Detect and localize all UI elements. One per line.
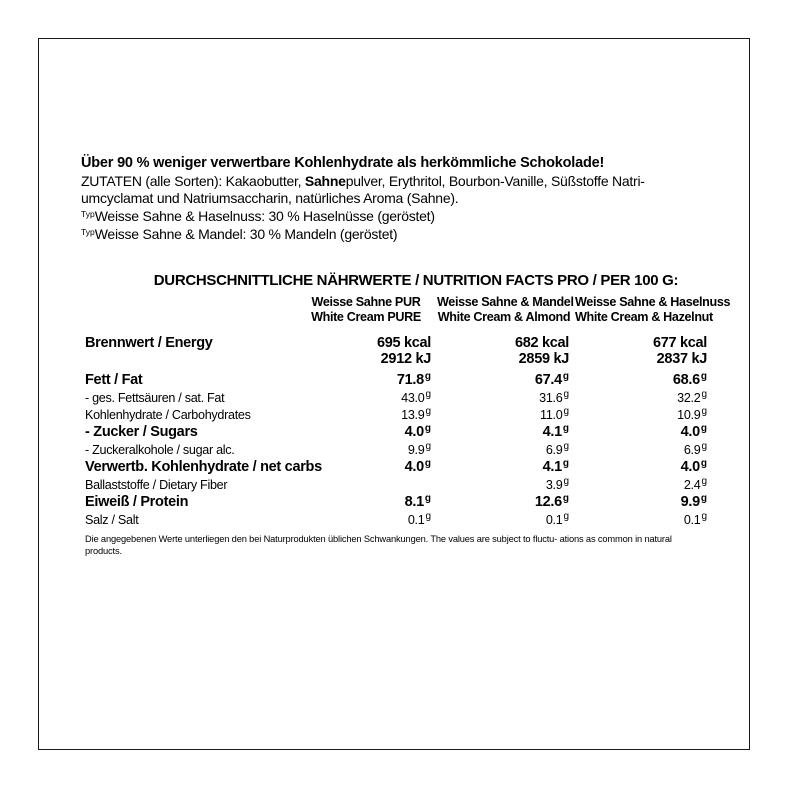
nutrition-row-value bbox=[435, 325, 573, 351]
nutrition-value-number: 3.9 bbox=[545, 478, 563, 493]
variant-hazelnut-post: (geröstet) bbox=[373, 207, 435, 224]
nutrition-row-label: - ges. Fettsäuren / sat. Fat bbox=[85, 391, 225, 406]
nutrition-value-unit: g bbox=[562, 371, 569, 383]
ingredients-bold-sahne: Sahne bbox=[304, 173, 346, 190]
nutrition-value-unit: g bbox=[425, 511, 431, 523]
nutrition-value-unit: g bbox=[563, 441, 569, 453]
nutrition-value-unit: g bbox=[425, 389, 431, 401]
nutrition-row bbox=[81, 422, 711, 440]
nutrition-row-value bbox=[435, 422, 573, 440]
nutrition-value-unit: g bbox=[425, 406, 431, 418]
variant-almond-post: (geröstet) bbox=[336, 226, 398, 243]
column-header-almond-de: Weisse Sahne & Mandel bbox=[437, 294, 574, 309]
nutrition-row-label: Ballaststoffe / Dietary Fiber bbox=[85, 478, 228, 493]
nutrition-value-number: 4.0 bbox=[680, 424, 700, 441]
nutrition-row-value bbox=[435, 475, 573, 492]
nutrition-value-number: 0.1 bbox=[545, 513, 563, 528]
table-header bbox=[81, 294, 731, 326]
nutrition-row-value bbox=[297, 405, 435, 422]
column-header-almond bbox=[435, 295, 573, 326]
variant-almond bbox=[81, 225, 711, 243]
column-header-almond-en: White Cream & Almond bbox=[437, 309, 571, 324]
column-header-hazelnut-de: Weisse Sahne & Haselnuss bbox=[575, 294, 731, 309]
variant-hazelnut-pre: Weisse Sahne & Haselnuss: 30 % bbox=[94, 207, 304, 224]
nutrition-value-unit: g bbox=[701, 441, 707, 453]
ingredients-label: ZUTATEN (alle Sorten): bbox=[81, 173, 223, 190]
nutrition-value-number: 6.9 bbox=[683, 443, 701, 458]
nutrition-row-label: - Zuckeralkohole / sugar alc. bbox=[85, 443, 235, 458]
nutrition-value-number: 4.0 bbox=[404, 459, 424, 476]
nutrition-row-value bbox=[297, 475, 435, 492]
nutrition-row-label bbox=[81, 351, 297, 367]
nutrition-value-number: 0.1 bbox=[407, 513, 425, 528]
variant-hazelnut-bold: Haselnüsse bbox=[303, 207, 374, 224]
nutrition-value-unit: g bbox=[701, 476, 707, 488]
nutrition-value-unit: g bbox=[563, 476, 569, 488]
nutrition-row-value bbox=[573, 440, 711, 457]
nutrition-row-value bbox=[573, 388, 711, 405]
nutrition-row-value bbox=[573, 367, 711, 388]
nutrition-value-number: 4.1 bbox=[542, 459, 562, 476]
ingredients-part2: pulver, Erythritol, Bourbon-Vanille, Süßstoffe Natri- bbox=[345, 173, 645, 190]
header-spacer bbox=[81, 295, 297, 326]
nutrition-row-value bbox=[573, 422, 711, 440]
ingredients-part1: Kakaobutter, bbox=[222, 173, 305, 190]
nutrition-value-unit: g bbox=[424, 493, 431, 505]
nutrition-value-number: 0.1 bbox=[683, 513, 701, 528]
nutrition-value-number: 6.9 bbox=[545, 443, 563, 458]
nutrition-row bbox=[81, 457, 711, 475]
nutrition-value-number: 4.0 bbox=[404, 424, 424, 441]
variant-hazelnut bbox=[81, 207, 711, 225]
ingredients-line2: umcyclamat und Natriumsaccharin, natürliches Aroma (Sahne). bbox=[81, 189, 459, 206]
nutrition-row bbox=[81, 388, 711, 405]
nutrition-facts-table bbox=[81, 294, 731, 528]
nutrition-value-unit: g bbox=[701, 389, 707, 401]
nutrition-value-number: 11.0 bbox=[540, 408, 563, 423]
nutrition-value-number: 2837 kJ bbox=[656, 351, 707, 368]
nutrition-value-number: 9.9 bbox=[680, 494, 700, 511]
variant-almond-pre: Weisse Sahne & Mandel: 30 % bbox=[94, 226, 285, 243]
nutrition-value-number: 9.9 bbox=[407, 443, 425, 458]
nutrition-value-unit: g bbox=[424, 423, 431, 435]
nutrition-row-value bbox=[435, 367, 573, 388]
nutrition-value-unit: g bbox=[700, 493, 707, 505]
nutrition-value-number: 10.9 bbox=[677, 408, 701, 423]
nutrition-value-number: 43.0 bbox=[401, 391, 425, 406]
table-body bbox=[81, 325, 711, 527]
column-header-hazelnut-en: White Cream & Hazelnut bbox=[575, 309, 713, 324]
nutrition-row-value bbox=[573, 405, 711, 422]
nutrition-row bbox=[81, 351, 711, 367]
nutrition-value-number: 2912 kJ bbox=[380, 351, 431, 368]
nutrition-value-unit: g bbox=[562, 423, 569, 435]
nutrition-row-value bbox=[573, 492, 711, 510]
nutrition-footnote bbox=[85, 533, 685, 557]
nutrition-value-number: 695 kcal bbox=[376, 335, 431, 352]
nutrition-value-number: 8.1 bbox=[404, 494, 424, 511]
nutrition-row bbox=[81, 325, 711, 351]
nutrition-row bbox=[81, 440, 711, 457]
ingredients-paragraph bbox=[81, 173, 711, 207]
footnote-line1: Die angegebenen Werte unterliegen den bei Naturprodukten üblichen Schwankungen. The values are subject to fluctu- bbox=[85, 534, 558, 545]
nutrition-row-value bbox=[297, 325, 435, 351]
nutrition-row bbox=[81, 475, 711, 492]
nutrition-row-value bbox=[435, 440, 573, 457]
nutrition-value-number: 12.6 bbox=[534, 494, 562, 511]
column-header-pure-de: Weisse Sahne PUR bbox=[311, 294, 421, 309]
column-header-pure bbox=[297, 295, 435, 326]
nutrition-value-unit: g bbox=[562, 493, 569, 505]
nutrition-value-number: 71.8 bbox=[396, 372, 424, 389]
nutrition-row-value bbox=[435, 388, 573, 405]
nutrition-value-unit: g bbox=[701, 406, 707, 418]
nutrition-row bbox=[81, 367, 711, 388]
nutrition-value-unit: g bbox=[563, 389, 569, 401]
nutrition-value-unit: g bbox=[562, 458, 569, 470]
nutrition-row-value bbox=[573, 510, 711, 527]
nutrition-row-label: - Zucker / Sugars bbox=[85, 424, 198, 441]
nutrition-value-number: 67.4 bbox=[534, 372, 562, 389]
nutrition-row-value bbox=[297, 351, 435, 367]
nutrition-value-unit: g bbox=[563, 406, 569, 418]
nutrition-row-label: Brennwert / Energy bbox=[85, 335, 213, 352]
headline-claim: Über 90 % weniger verwertbare Kohlenhydrate als herkömmliche Schokolade! bbox=[81, 155, 605, 171]
nutrition-row-value bbox=[573, 457, 711, 475]
nutrition-row-value bbox=[297, 510, 435, 527]
nutrition-row-value bbox=[297, 388, 435, 405]
nutrition-value-number: 677 kcal bbox=[652, 335, 707, 352]
nutrition-value-number: 2.4 bbox=[683, 478, 701, 493]
nutrition-section bbox=[81, 271, 731, 558]
nutrition-row-label: Salz / Salt bbox=[85, 513, 139, 528]
nutrition-row-value bbox=[573, 351, 711, 367]
nutrition-row-value bbox=[435, 457, 573, 475]
nutrition-value-number: 32.2 bbox=[677, 391, 701, 406]
nutrition-row-label: Eiweiß / Protein bbox=[85, 494, 189, 511]
nutrition-label-panel bbox=[38, 38, 750, 750]
nutrition-value-number: 4.1 bbox=[542, 424, 562, 441]
label-content bbox=[81, 154, 731, 558]
nutrition-row bbox=[81, 405, 711, 422]
nutrition-value-unit: g bbox=[563, 511, 569, 523]
footnote-line2: ations as common in natural products. bbox=[85, 534, 672, 557]
nutrition-row bbox=[81, 492, 711, 510]
nutrition-value-unit: g bbox=[700, 423, 707, 435]
nutrition-row-value bbox=[297, 422, 435, 440]
nutrition-value-number: 682 kcal bbox=[514, 335, 569, 352]
nutrition-row-label: Verwertb. Kohlenhydrate / net carbs bbox=[85, 459, 322, 476]
nutrition-row-value bbox=[435, 492, 573, 510]
nutrition-row-value bbox=[573, 325, 711, 351]
column-header-pure-en: White Cream PURE bbox=[311, 309, 421, 324]
nutrition-row-value bbox=[435, 351, 573, 367]
nutrition-row-value bbox=[297, 440, 435, 457]
nutrition-value-unit: g bbox=[425, 441, 431, 453]
nutrition-row-value bbox=[435, 510, 573, 527]
nutrition-title: DURCHSCHNITTLICHE NÄHRWERTE / NUTRITION FACTS PRO / PER 100 G: bbox=[153, 271, 679, 289]
variant-almond-bold: Mandeln bbox=[284, 226, 337, 243]
column-header-hazelnut bbox=[573, 294, 731, 326]
nutrition-value-number: 13.9 bbox=[401, 408, 425, 423]
nutrition-value-unit: g bbox=[424, 371, 431, 383]
variant-hazelnut-sup: Typ bbox=[81, 208, 95, 219]
nutrition-row-value bbox=[297, 492, 435, 510]
nutrition-row bbox=[81, 510, 711, 527]
nutrition-value-unit: g bbox=[701, 511, 707, 523]
nutrition-row-value bbox=[573, 475, 711, 492]
nutrition-value-number: 4.0 bbox=[680, 459, 700, 476]
nutrition-row-value bbox=[435, 405, 573, 422]
nutrition-row-value bbox=[297, 367, 435, 388]
nutrition-value-number: 68.6 bbox=[672, 372, 700, 389]
nutrition-row-label: Fett / Fat bbox=[85, 372, 143, 389]
variant-almond-sup: Typ bbox=[81, 227, 95, 238]
nutrition-value-unit: g bbox=[700, 371, 707, 383]
nutrition-value-number: 2859 kJ bbox=[518, 351, 569, 368]
nutrition-value-number: 31.6 bbox=[539, 391, 563, 406]
nutrition-value-unit: g bbox=[700, 458, 707, 470]
nutrition-row-label: Kohlenhydrate / Carbohydrates bbox=[85, 408, 251, 423]
nutrition-value-unit: g bbox=[424, 458, 431, 470]
